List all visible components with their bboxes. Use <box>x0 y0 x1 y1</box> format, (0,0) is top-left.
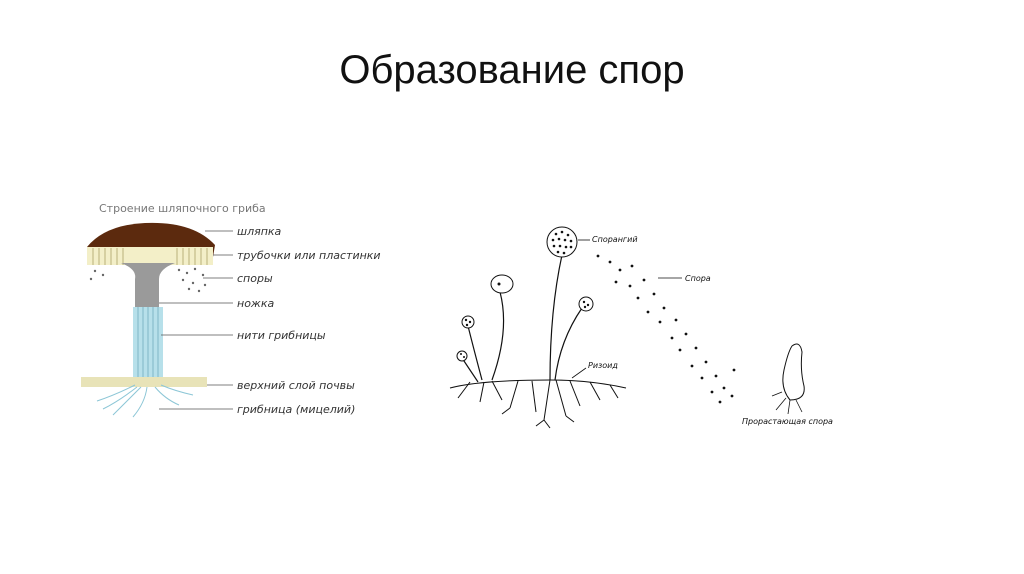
label-soil: верхний слой почвы <box>237 379 355 392</box>
mushroom-gills <box>87 247 213 265</box>
label-hyphae: нити грибницы <box>237 329 326 342</box>
label-rhizoid: Ризоид <box>588 361 618 370</box>
rhizoids <box>450 380 626 428</box>
label-tubes: трубочки или пластинки <box>237 249 381 262</box>
mycelium <box>97 385 193 417</box>
mushroom-caption: Строение шляпочного гриба <box>99 202 266 215</box>
label-spore: Спора <box>685 274 711 283</box>
mushroom-diagram <box>75 195 395 425</box>
label-cap: шляпка <box>237 225 282 238</box>
flying-spores <box>597 255 736 404</box>
label-spores: споры <box>237 272 273 285</box>
mold-diagram <box>440 220 860 435</box>
soil-layer <box>81 377 207 387</box>
label-mycelium: грибница (мицелий) <box>237 403 356 416</box>
germinating-spore <box>783 344 804 400</box>
label-sporangium: Спорангий <box>592 235 638 244</box>
slide-title: Образование спор <box>339 48 685 92</box>
label-stem: ножка <box>237 297 275 310</box>
label-germinating-spore: Прорастающая спора <box>742 417 833 426</box>
mushroom-stem <box>121 263 175 307</box>
